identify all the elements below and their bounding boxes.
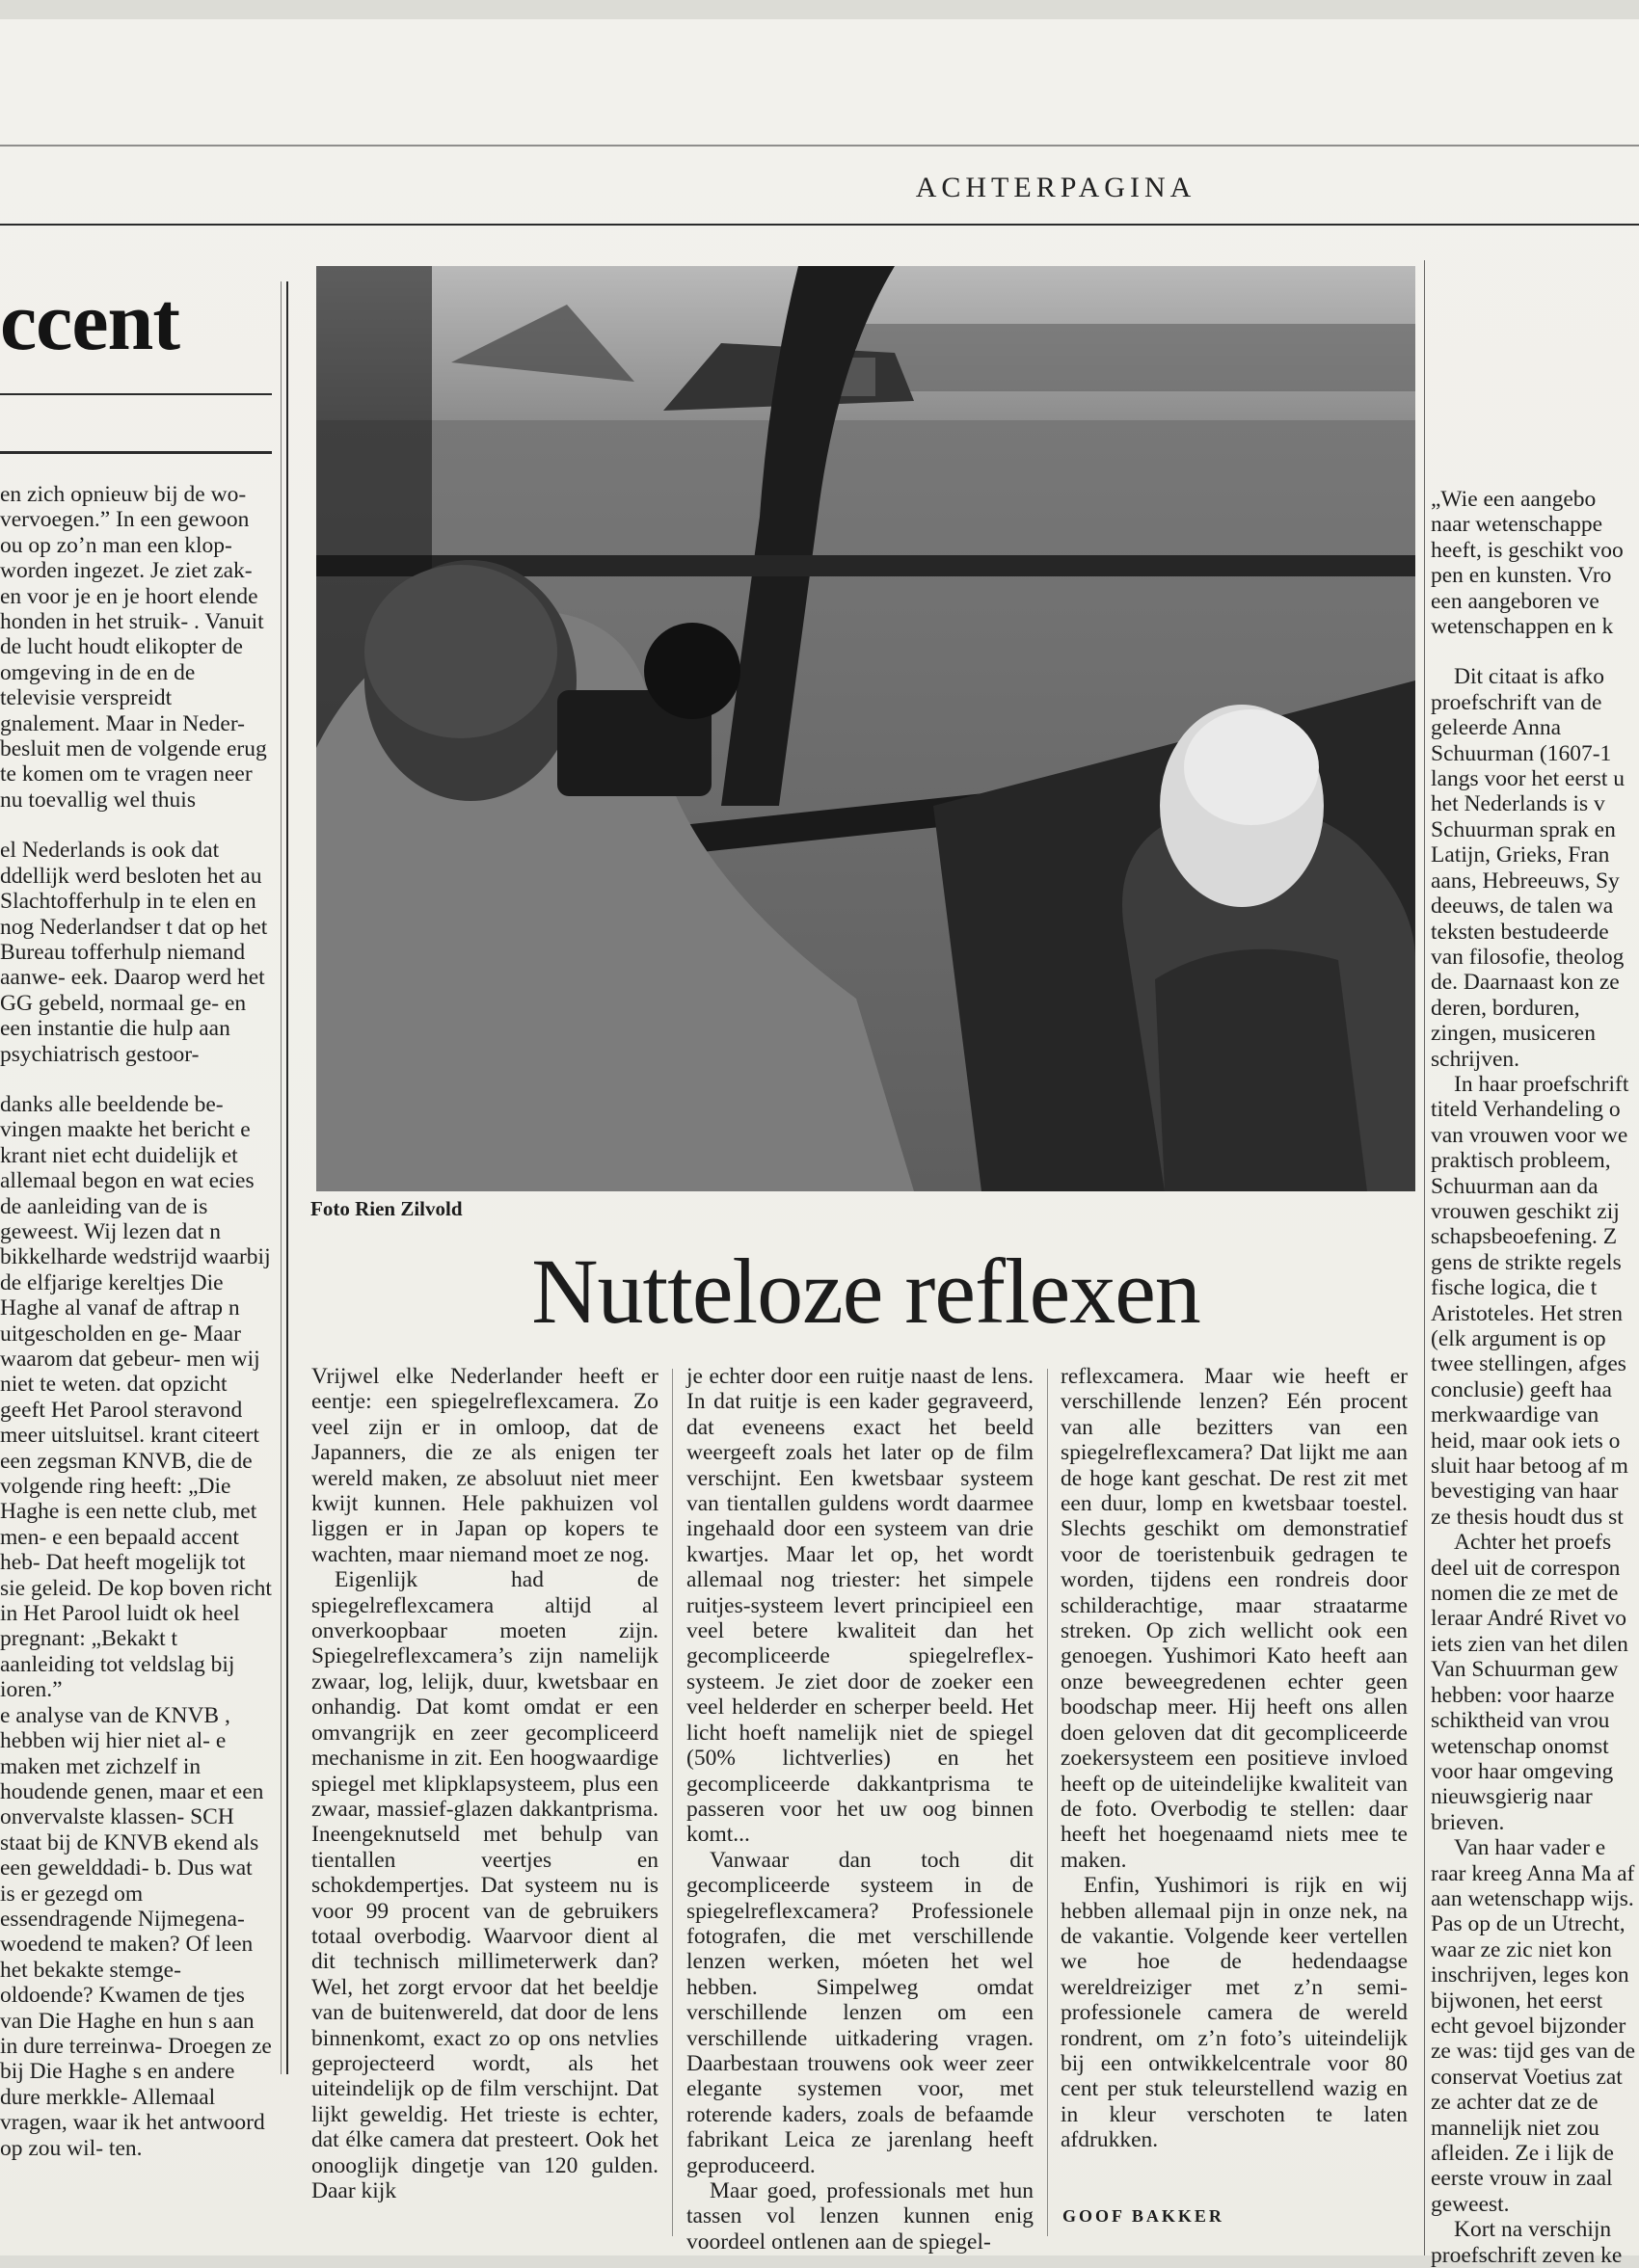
article-paragraph: Vrijwel elke Nederlander heeft er eentje: een spiegelreflexcamera. Zo veel zijn er in omloop, dat de Japanners, die ze als enigen ter wereld maken, ze absoluut niet meer kwijt kunnen. Hele pakhuizen vol liggen er in Japan op kopers te wachten, maar niemand moet ze nog. <box>311 1364 658 1567</box>
left-column-divider-inner <box>281 281 282 2074</box>
left-paragraph: danks alle beeldende be- vingen maakte het bericht e krant niet echt duidelijk et allemaal begon en wat ecies de aanleiding van de is geweest. Wij lezen dat n bikkelharde wedstrijd waarbij de elfjarige kereltjes Die Haghe al vanaf de aftrap n uitgescholden en ge- Maar waarom dat gebeur- men wij niet te weten. dat opzicht geeft Het Parool steravond meer uitsluitsel. krant citeert een zegsman KNVB, die de volgende ring heeft: „Die Haghe is een nette club, met men- e een bepaald accent heb- Dat heeft mogelijk tot sie geleid. De kop boven richt in Het Parool luidt ok heel pregnant: „Bekakt t aanleiding tot veldslag bij ioren.” <box>0 1091 272 1703</box>
left-paragraph: el Nederlands is ook dat ddellijk werd besloten het au Slachtofferhulp in te elen en nog Nederlandser t dat op het Bureau tofferhulp niemand aanwe- eek. Daarop werd het GG gebeld, normaal ge- en een instantie die hulp aan psychiatrisch gestoor- <box>0 838 268 1067</box>
article-paragraph: je echter door een ruitje naast de lens. In dat ruitje is een kader gegraveerd, dat eveneens exact het beeld weergeeft zoals het later op de film verschijnt. Een kwetsbaar systeem van tientallen guldens wordt daarmee ingehaald door een systeem van drie kwartjes. Maar let op, het wordt allemaal nog triester: het simpele ruitjes-systeem levert principieel een veel betere kwaliteit dan het gecompliceerde spiegelreflex-systeem. Je ziet door de zoeker een veel helderder en scherper beeld. Het licht hoeft namelijk niet de spiegel (50% lichtverlies) en het gecompliceerde dakkantprisma te passeren voor het uw oog binnen komt... <box>686 1364 1034 1848</box>
left-column-heading: ccent <box>0 275 179 367</box>
right-paragraph: Kort na verschijn proefschrift zeven ke <box>1431 2217 1623 2268</box>
column-divider <box>1047 1369 1048 2236</box>
left-heading-rule-2 <box>0 451 272 454</box>
article-paragraph: reflexcamera. Maar wie heeft er verschillende lenzen? Eén procent van alle bezitters van een spiegelreflexcamera? Dat lijkt me aan de hoge kant geschat. De rest zit met een duur, lomp en kwetsbaar toestel. Slechts geschikt om demonstratief voor de toeristenbuik gedragen te worden, tijdens een rondreis door schilderachtige, maar straatarme streken. Op zich wellicht ook een genoegen. Yushimori Kato heeft aan onze beweegredenen echter geen boodschap meer. Hij heeft ons allen doen geloven dat dit gecompliceerde zoekersysteem een positieve invloed heeft op de uiteindelijke kwaliteit van de foto. Overbodig te stellen: daar heeft het hoegenaamd niets mee te maken. <box>1061 1364 1408 1873</box>
section-rule <box>0 224 1639 226</box>
article-paragraph: Vanwaar dan toch dit gecompliceerde systeem in de spiegelreflexcamera? Professionele fotografen, die met verschillende lenzen werken, móeten het wel hebben. Simpelweg omdat verschillende lenzen om een verschillende uitkadering vragen. Daarbestaan trouwens ook weer zeer elegante systemen voor, met roterende kaders, zoals de befaamde fabrikant Leica ze jarenlang heeft geproduceerd. <box>686 1847 1034 2178</box>
right-paragraph: In haar proefschrift titeld Verhandeling o van vrouwen voor we praktisch probleem, Schuurman aan da vrouwen geschikt zij schapsbeoefening. Z gens de strikte regels fische logica, die t Aristoteles. Het stren (elk argument is op twee stellingen, afges conclusie) geeft haa merkwaardige van heid, maar ook iets o sluit haar betoog af m bevestiging van haar ze thesis houdt dus st <box>1431 1071 1629 1530</box>
article-headline: Nutteloze reflexen <box>531 1240 1200 1343</box>
left-heading-rule <box>0 393 272 395</box>
article-column-1 <box>311 1364 658 2212</box>
top-rule <box>0 145 1639 147</box>
column-divider <box>672 1369 673 2236</box>
section-label: ACHTERPAGINA <box>915 172 1196 203</box>
article-byline: GOOF BAKKER <box>1062 2206 1224 2226</box>
article-paragraph: Maar goed, professionals met hun tassen vol lenzen kunnen enig voordeel ontlenen aan de spiegel- <box>686 2178 1034 2255</box>
left-paragraph: en zich opnieuw bij de wo- vervoegen.” In een gewoon ou op zo’n man een klop- worden ingezet. Je ziet zak- en voor je en je hoort elende honden in het struik- . Vanuit de lucht houdt elikopter de omgeving in de en de televisie verspreidt gnalement. Maar in Neder- besluit men de volgende erug te komen om te vragen neer nu toevallig wel thuis <box>0 482 267 813</box>
photo-credit: Foto Rien Zilvold <box>310 1197 463 1220</box>
article-column-2 <box>686 1364 1034 2255</box>
right-paragraph: Dit citaat is afko proefschrift van de geleerde Anna Schuurman (1607-1 langs voor het eerst u het Nederlands is v Schuurman sprak en Latijn, Grieks, Fran aans, Hebreeuws, Sy deeuws, de talen wa teksten bestudeerde van filosofie, theolog de. Daarnaast kon ze deren, borduren, zingen, musiceren schrijven. <box>1431 664 1626 1072</box>
article-column-3 <box>1061 1364 1408 2183</box>
right-paragraph: „Wie een aangebo naar wetenschappe heeft, is geschikt voo pen en kunsten. Vro een aangeboren ve wetenschappen en k <box>1431 487 1624 640</box>
left-paragraph: e analyse van de KNVB , hebben wij hier niet al- e maken met zichzelf in houdende genen, maar et een onvervalste klassen- SCH staat bij de KNVB ekend als een gewelddadi- b. Dus wat is er gezegd om essendragende Nijmegena- woedend te maken? Of leen het bekakte stemge- oldoende? Kwamen de tjes van Die Haghe en hun s aan in dure terreinwa- Droegen ze bij Die Haghe s en andere dure merkkle- Allemaal vragen, waar ik het antwoord op zou wil- ten. <box>0 1702 272 2161</box>
photo-camera-on-boat <box>316 266 1415 1191</box>
right-paragraph: Van haar vader e raar kreeg Anna Ma af aan wetenschapp wijs. Pas op de un Utrecht, waar ze zic niet kon inschrijven, leges kon bijwonen, het eerst echt gevoel bijzonder ze was: tijd ges van de conservat Voetius zat ze achter dat ze de mannelijk niet zou afleiden. Ze i lijk de eerste vrouw in zaal geweest. <box>1431 1835 1636 2217</box>
right-column-divider <box>1424 260 1425 2255</box>
left-column-divider <box>286 281 288 2074</box>
article-paragraph: Eigenlijk had de spiegelreflexcamera altijd al onverkoopbaar moeten zijn. Spiegelreflexcamera’s zijn namelijk zwaar, log, lelijk, duur, kwetsbaar en onhandig. Dat komt omdat er een omvangrijk en zeer gecompliceerd mechanisme in zit. Een hoogwaardige spiegel met klipklapsysteem, plus een zwaar, massief-glazen dakkantprisma. Ineengeknutseld met behulp van tientallen veertjes en schokdempertjes. Dat systeem nu is voor 99 procent van de gebruikers totaal overbodig. Waarvoor dient al dit technisch millimeterwerk dan? Wel, het zorgt ervoor dat het beeldje van de buitenwereld, dat door de lens binnenkomt, exact zo op ons netvlies geprojecteerd wordt, als het uiteindelijk op de film verschijnt. Dat lijkt geweldig. Het trieste is echter, dat élke camera dat presteert. Ook het onooglijk dingetje van 120 gulden. Daar kijk <box>311 1567 658 2203</box>
article-paragraph: Enfin, Yushimori is rijk en wij hebben allemaal pijn in onze nek, na de vakantie. Volgende keer vertellen we hoe de hedendaagse wereldreiziger met z’n semi-professionele camera de wereld rondrent, om z’n foto’s uiteindelijk bij een ontwikkelcentrale voor 80 cent per stuk teleurstellend wazig en in kleur verschoten te laten afdrukken. <box>1061 1873 1408 2153</box>
photo-illustration <box>316 266 1415 1191</box>
right-column-text <box>1431 487 1639 2268</box>
right-paragraph: Achter het proefs deel uit de correspon nomen die ze met de leraar André Rivet vo iets zien van het dilen Van Schuurman gew hebben: voor haarze schiktheid van vrou wetenschap onomst voor haar omgeving nieuwsgierig naar brieven. <box>1431 1530 1628 1835</box>
left-column-text <box>0 482 272 2161</box>
